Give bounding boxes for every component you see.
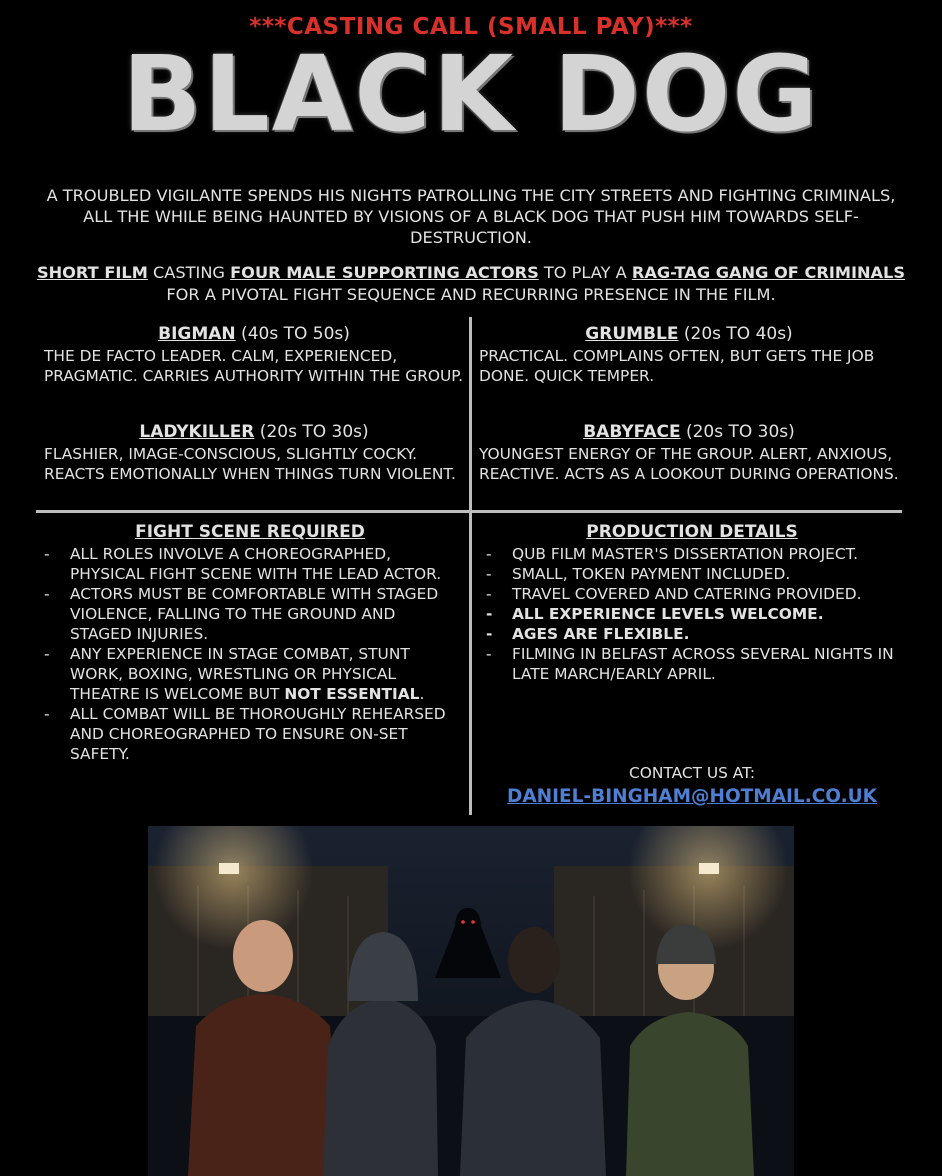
gang-member-bigman xyxy=(188,994,340,1176)
casting-call-banner: ***CASTING CALL (SMALL PAY)*** xyxy=(249,14,693,40)
role-description: FLASHIER, IMAGE-CONSCIOUS, SLIGHTLY COCKY. REACTS EMOTIONALLY WHEN THINGS TURN VIOLENT. xyxy=(44,445,456,483)
list-item: - QUB FILM MASTER'S DISSERTATION PROJECT. xyxy=(482,544,902,564)
production-details-heading: PRODUCTION DETAILS xyxy=(586,522,798,542)
role-babyface xyxy=(479,422,899,484)
role-heading xyxy=(479,324,899,344)
role-ladykiller xyxy=(44,422,464,484)
gang-member-hooded xyxy=(323,998,438,1176)
fight-scene-list xyxy=(40,544,460,764)
list-item: - ALL ROLES INVOLVE A CHOREOGRAPHED, PHYSICAL FIGHT SCENE WITH THE LEAD ACTOR. xyxy=(40,544,460,584)
list-item: - ACTORS MUST BE COMFORTABLE WITH STAGED VIOLENCE, FALLING TO THE GROUND AND STAGED INJURIES. xyxy=(40,584,460,644)
vertical-divider xyxy=(469,317,472,815)
lamp-icon xyxy=(699,863,719,874)
contact-email-link[interactable]: DANIEL-BINGHAM@HOTMAIL.CO.UK xyxy=(506,786,878,807)
role-age: (20s TO 30s) xyxy=(680,422,795,442)
role-grumble xyxy=(479,324,899,386)
fight-scene-section xyxy=(40,522,460,764)
list-item-text: ANY EXPERIENCE IN STAGE COMBAT, STUNT WORK, BOXING, WRESTLING OR PHYSICAL THEATRE IS WELCOME BUT xyxy=(70,645,410,703)
glowing-eye xyxy=(461,920,465,924)
list-item: - ALL COMBAT WILL BE THOROUGHLY REHEARSED AND CHOREOGRAPHED TO ENSURE ON-SET SAFETY. xyxy=(40,704,460,764)
list-item-emphasis: NOT ESSENTIAL xyxy=(284,685,420,703)
list-item xyxy=(40,644,460,704)
role-age: (20s TO 30s) xyxy=(254,422,369,442)
list-item: - SMALL, TOKEN PAYMENT INCLUDED. xyxy=(482,564,902,584)
contact-block xyxy=(472,764,912,807)
list-item-text: . xyxy=(419,685,425,703)
summary-actors: FOUR MALE SUPPORTING ACTORS xyxy=(230,263,539,282)
list-item: - AGES ARE FLEXIBLE. xyxy=(482,624,902,644)
role-name: BABYFACE xyxy=(583,422,681,442)
head-dark-hair xyxy=(508,927,560,993)
lamp-icon xyxy=(219,863,239,874)
gang-illustration xyxy=(148,826,794,1176)
contact-label: CONTACT US AT: xyxy=(628,764,756,782)
role-description: PRACTICAL. COMPLAINS OFTEN, BUT GETS THE JOB DONE. QUICK TEMPER. xyxy=(479,347,875,385)
summary-gang: RAG-TAG GANG OF CRIMINALS xyxy=(631,263,906,282)
role-heading xyxy=(44,324,464,344)
list-item: - ALL EXPERIENCE LEVELS WELCOME. xyxy=(482,604,902,624)
fight-scene-heading: FIGHT SCENE REQUIRED xyxy=(135,522,365,542)
role-heading xyxy=(479,422,899,442)
production-details-list xyxy=(482,544,902,684)
role-age: (40s TO 50s) xyxy=(235,324,350,344)
summary-short-film: SHORT FILM xyxy=(36,263,148,282)
summary-text: CASTING xyxy=(147,263,231,282)
summary-text: FOR A PIVOTAL FIGHT SEQUENCE AND RECURRING PRESENCE IN THE FILM. xyxy=(166,285,776,304)
list-item: - FILMING IN BELFAST ACROSS SEVERAL NIGHTS IN LATE MARCH/EARLY APRIL. xyxy=(482,644,902,684)
glowing-eye xyxy=(471,920,475,924)
gang-member-dark-jacket xyxy=(460,1000,606,1176)
gang-member-beanie xyxy=(626,1012,754,1176)
role-heading xyxy=(44,422,464,442)
production-details-section xyxy=(482,522,902,684)
head-bald xyxy=(233,920,293,992)
role-description: YOUNGEST ENERGY OF THE GROUP. ALERT, ANXIOUS, REACTIVE. ACTS AS A LOOKOUT DURING OPERATIONS. xyxy=(479,445,899,483)
role-name: BIGMAN xyxy=(158,324,236,344)
role-name: LADYKILLER xyxy=(139,422,255,442)
role-name: GRUMBLE xyxy=(585,324,679,344)
role-age: (20s TO 40s) xyxy=(678,324,793,344)
role-description: THE DE FACTO LEADER. CALM, EXPERIENCED, PRAGMATIC. CARRIES AUTHORITY WITHIN THE GROUP. xyxy=(44,347,464,385)
list-item: - TRAVEL COVERED AND CATERING PROVIDED. xyxy=(482,584,902,604)
casting-summary xyxy=(30,262,912,306)
role-bigman xyxy=(44,324,464,386)
summary-text: TO PLAY A xyxy=(538,263,632,282)
poster-header xyxy=(0,14,942,155)
film-title: BLACK DOG xyxy=(122,33,820,155)
synopsis: A TROUBLED VIGILANTE SPENDS HIS NIGHTS PATROLLING THE CITY STREETS AND FIGHTING CRIMINALS, ALL THE WHILE BEING HAUNTED BY VISIONS OF A BLACK DOG THAT PUSH HIM TOWARDS SELF-DESTRUCTION. xyxy=(46,186,896,247)
horizontal-divider xyxy=(36,510,902,513)
